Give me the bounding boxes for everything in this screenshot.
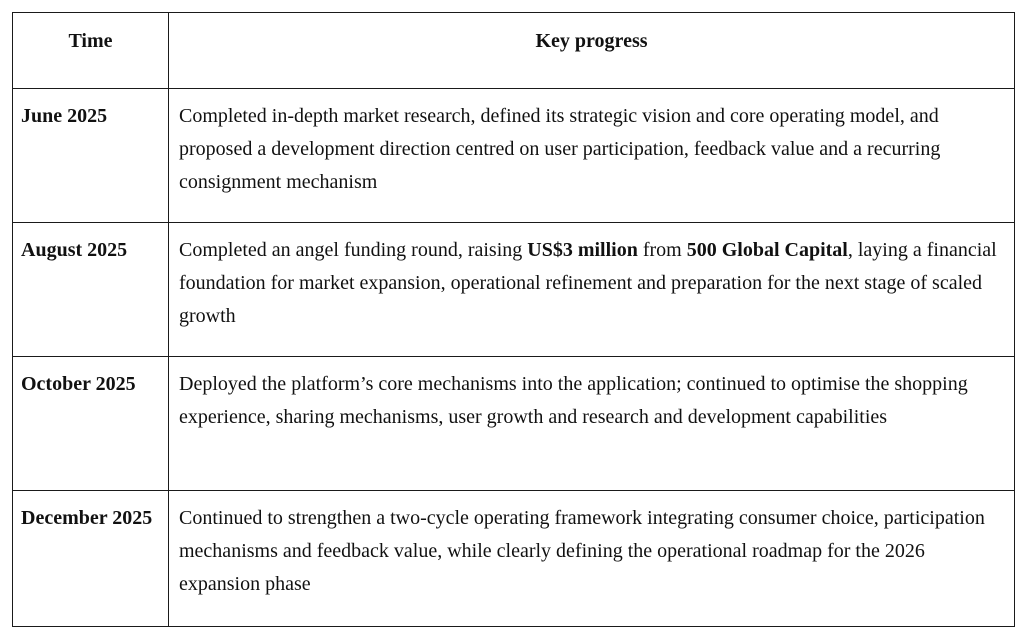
funding-amount: US$3 million <box>527 239 638 261</box>
progress-text-before: Completed an angel funding round, raising <box>179 239 528 261</box>
row-time: August 2025 <box>13 223 169 357</box>
table-header-row <box>13 13 1015 89</box>
header-time: Time <box>13 13 169 89</box>
table-row <box>13 223 1015 357</box>
table-row <box>13 89 1015 223</box>
row-progress: Continued to strengthen a two-cycle operating framework integrating consumer choice, participation mechanisms and feedback value, while clearly defining the operational roadmap for the 2026 expansion phase <box>169 491 1015 627</box>
key-progress-table <box>12 12 1015 627</box>
table-row <box>13 491 1015 627</box>
investor-name: 500 Global Capital <box>686 239 848 261</box>
row-progress: Deployed the platform’s core mechanisms into the application; continued to optimise the shopping experience, sharing mechanisms, user growth and research and development capabilities <box>169 357 1015 491</box>
key-progress-table-container <box>12 12 1014 627</box>
header-key-progress: Key progress <box>169 13 1015 89</box>
row-progress <box>169 223 1015 357</box>
row-progress: Completed in-depth market research, defined its strategic vision and core operating model, and proposed a development direction centred on user participation, feedback value and a recurring consignment mechanism <box>169 89 1015 223</box>
row-time: June 2025 <box>13 89 169 223</box>
row-time: December 2025 <box>13 491 169 627</box>
row-time: October 2025 <box>13 357 169 491</box>
progress-text-middle: from <box>637 239 687 261</box>
progress-text-after: , laying a financial foundation for market expansion, operational refinement and preparation for the next stage of scaled growth <box>179 239 997 327</box>
table-row <box>13 357 1015 491</box>
